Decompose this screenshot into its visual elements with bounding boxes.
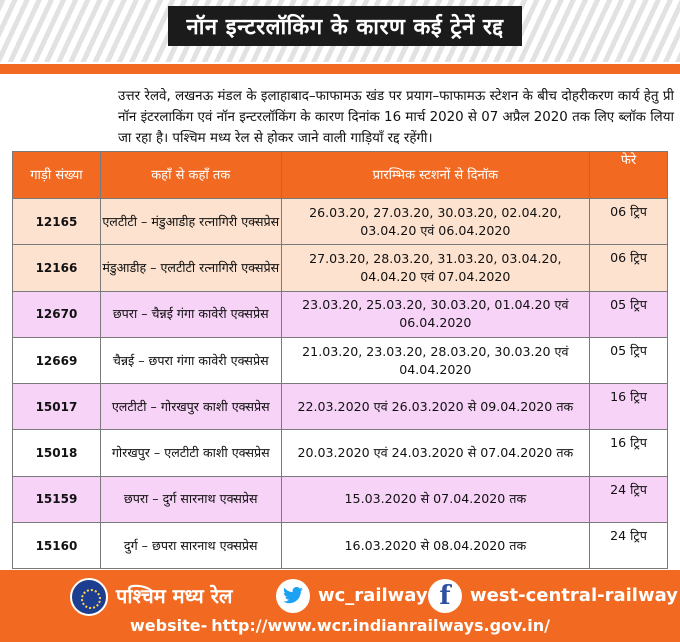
footer-bar — [0, 570, 680, 642]
train-number: 15018 — [13, 430, 101, 476]
website-line — [0, 616, 680, 635]
website-label: website- — [130, 616, 208, 635]
twitter-bird-glyph — [282, 587, 304, 605]
train-dates: 23.03.20, 25.03.20, 30.03.20, 01.04.20 एवं 06.04.2020 — [281, 291, 590, 337]
train-number: 15159 — [13, 476, 101, 522]
table-row — [13, 245, 668, 291]
cancelled-trains-table — [12, 151, 668, 569]
header-trips: फेरे — [590, 152, 668, 199]
train-trips: 16 ट्रिप — [590, 384, 668, 430]
header-train-no: गाड़ी संख्या — [13, 152, 101, 199]
table-header-row — [13, 152, 668, 199]
train-trips: 24 ट्रिप — [590, 523, 668, 569]
train-route: एलटीटी – गोरखपुर काशी एक्सप्रेस — [100, 384, 281, 430]
header-banner — [0, 0, 680, 62]
train-route: छपरा – चैन्नई गंगा कावेरी एक्सप्रेस — [100, 291, 281, 337]
train-route: चैन्नई – छपरा गंगा कावेरी एक्सप्रेस — [100, 337, 281, 383]
train-number: 12670 — [13, 291, 101, 337]
intro-paragraph: उत्तर रेलवे, लखनऊ मंडल के इलाहाबाद–फाफामऊ खंड पर प्रयाग–फाफामऊ स्टेशन के बीच दोहरीकरण कार्य हेतु प्री नॉन इंटरलाकिंग एवं नॉन इन्टरलॉकिंग के कारण दिनांक 16 मार्च 2020 से 07 अप्रैल 2020 तक लिए ब्लॉक लिया जा रहा है। पश्चिम मध्य रेल से होकर जाने वाली गाड़ियॉं रद्द रहेंगी। — [118, 89, 674, 146]
table-row — [13, 384, 668, 430]
train-route: दुर्ग – छपरा सारनाथ एक्सप्रेस — [100, 523, 281, 569]
indian-railways-logo-icon — [70, 578, 108, 616]
page-title: नॉन इन्टरलॉकिंग के कारण कई ट्रेनें रद्द — [168, 6, 522, 46]
train-dates: 15.03.2020 से 07.04.2020 तक — [281, 476, 590, 522]
twitter-icon[interactable] — [276, 579, 310, 613]
train-trips: 05 ट्रिप — [590, 337, 668, 383]
website-url-link[interactable]: http://www.wcr.indianrailways.gov.in/ — [211, 616, 550, 635]
train-dates: 22.03.2020 एवं 26.03.2020 से 09.04.2020 तक — [281, 384, 590, 430]
train-dates: 27.03.20, 28.03.20, 31.03.20, 03.04.20, 04.04.20 एवं 07.04.2020 — [281, 245, 590, 291]
train-trips: 16 ट्रिप — [590, 430, 668, 476]
train-trips: 06 ट्रिप — [590, 245, 668, 291]
train-dates: 16.03.2020 से 08.04.2020 तक — [281, 523, 590, 569]
table-row — [13, 337, 668, 383]
brand-name: पश्चिम मध्य रेल — [116, 584, 233, 608]
facebook-handle-link[interactable]: west-central-railway — [470, 585, 678, 606]
table-row — [13, 291, 668, 337]
facebook-icon[interactable]: f — [428, 579, 462, 613]
train-number: 15017 — [13, 384, 101, 430]
train-dates: 20.03.2020 एवं 24.03.2020 से 07.04.2020 तक — [281, 430, 590, 476]
header-route: कहाँ से कहाँ तक — [100, 152, 281, 199]
train-trips: 06 ट्रिप — [590, 199, 668, 245]
train-number: 12166 — [13, 245, 101, 291]
train-trips: 24 ट्रिप — [590, 476, 668, 522]
train-dates: 21.03.20, 23.03.20, 28.03.20, 30.03.20 एवं 04.04.2020 — [281, 337, 590, 383]
header-dates: प्रारम्भिक स्टशनों से दिनॉक — [281, 152, 590, 199]
train-route: छपरा – दुर्ग सारनाथ एक्सप्रेस — [100, 476, 281, 522]
train-route: मंडुआडीह – एलटीटी रत्नागिरी एक्सप्रेस — [100, 245, 281, 291]
train-route: एलटीटी – मंडुआडीह रत्नागिरी एक्सप्रेस — [100, 199, 281, 245]
train-trips: 05 ट्रिप — [590, 291, 668, 337]
twitter-handle-link[interactable]: wc_railway — [318, 585, 428, 606]
header-divider — [0, 64, 680, 74]
table-row — [13, 523, 668, 569]
table-row — [13, 476, 668, 522]
train-number: 12165 — [13, 199, 101, 245]
train-route: गोरखपुर – एलटीटी काशी एक्सप्रेस — [100, 430, 281, 476]
train-number: 12669 — [13, 337, 101, 383]
train-dates: 26.03.20, 27.03.20, 30.03.20, 02.04.20, 03.04.20 एवं 06.04.2020 — [281, 199, 590, 245]
table-row — [13, 199, 668, 245]
table-row — [13, 430, 668, 476]
train-number: 15160 — [13, 523, 101, 569]
